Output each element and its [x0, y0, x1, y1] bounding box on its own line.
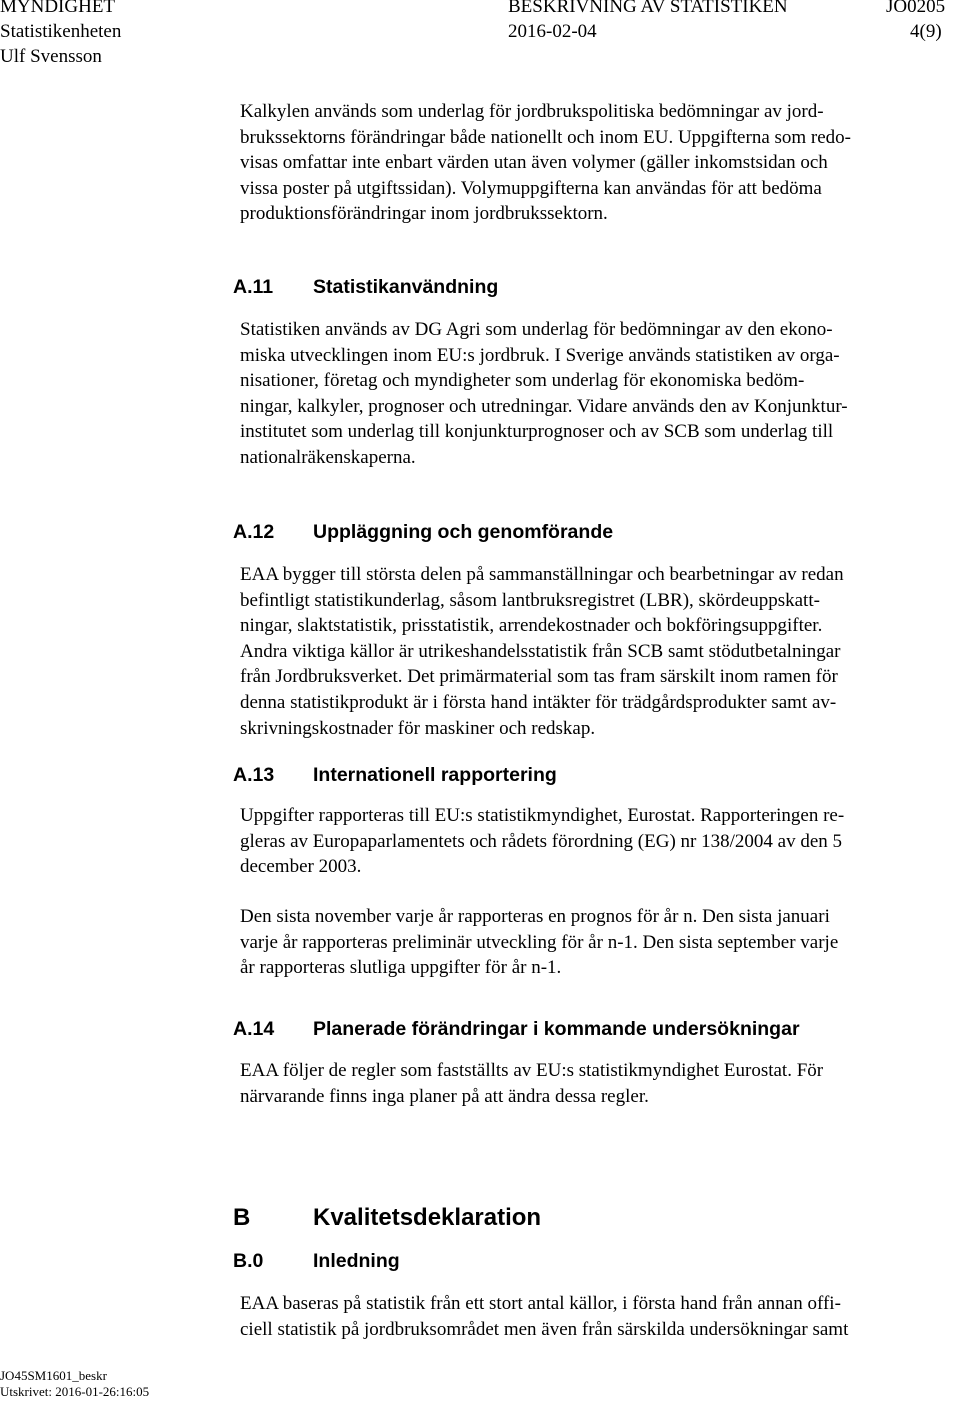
text-line: EAA bygger till största delen på sammanställningar och bearbetningar av redan [240, 564, 844, 585]
header-doc-type: BESKRIVNING AV STATISTIKEN [508, 0, 788, 17]
header-author: Ulf Svensson [0, 46, 102, 67]
text-line: ningar, kalkyler, prognoser och utredningar. Vidare används den av Konjunktur- [240, 395, 848, 417]
section-number-a12: A.12 [233, 521, 275, 543]
text-line: vissa poster på utgiftssidan). Volymuppgifterna kan användas för att bedöma [240, 177, 822, 199]
section-title-a12: Uppläggning och genomförande [313, 521, 614, 543]
a13-paragraph-1 [240, 803, 940, 880]
section-number-a14: A.14 [233, 1018, 275, 1040]
text-line: brukssektorns förändringar både nationellt och inom EU. Uppgifterna som redo- [240, 126, 852, 148]
a13-paragraph-2 [240, 904, 940, 981]
text-line: varje år rapporteras preliminär utveckling för år n-1. Den sista september varje [240, 931, 839, 953]
text-line: Den sista november varje år rapporteras en prognos för år n. Den sista januari [240, 906, 830, 927]
text-line: december 2003. [240, 856, 362, 878]
text-line: ningar, slaktstatistik, prisstatistik, arrendekostnader och bokföringsuppgifter. [240, 615, 823, 637]
text-line: denna statistikprodukt är i första hand intäkter för trädgårdsprodukter samt av- [240, 691, 837, 713]
text-line: EAA följer de regler som fastställts av EU:s statistikmyndighet Eurostat. För [240, 1060, 824, 1081]
text-line: skrivningskostnader för maskiner och redskap. [240, 717, 596, 739]
b0-paragraph [240, 1291, 940, 1342]
section-number-a13: A.13 [233, 764, 275, 786]
text-line: från Jordbruksverket. Det primärmaterial som tas fram särskilt inom ramen för [240, 666, 838, 688]
section-title-b: Kvalitetsdeklaration [313, 1204, 542, 1231]
header-page: 4(9) [910, 21, 942, 42]
section-number-b: B [233, 1204, 251, 1231]
text-line: närvarande finns inga planer på att ändra dessa regler. [240, 1085, 649, 1107]
header-doc-code: JO0205 [886, 0, 946, 17]
a14-paragraph [240, 1058, 940, 1109]
text-line: produktionsförändringar inom jordbrukssektorn. [240, 203, 608, 225]
section-title-a11: Statistikanvändning [313, 276, 499, 298]
text-line: Andra viktiga källor är utrikeshandelsstatistik från SCB samt stödutbetalningar [240, 640, 841, 662]
section-title-a13: Internationell rapportering [313, 764, 557, 786]
text-line: institutet som underlag till konjunkturprognoser och av SCB som underlag till [240, 421, 834, 443]
a12-paragraph [240, 562, 940, 741]
text-line: gleras av Europaparlamentets och rådets förordning (EG) nr 138/2004 av den 5 [240, 830, 842, 852]
text-line: miska utvecklingen inom EU:s jordbruk. I Sverige används statistiken av orga- [240, 344, 840, 366]
text-line: år rapporteras slutliga uppgifter för år n-1. [240, 957, 562, 979]
section-number-a11: A.11 [233, 276, 274, 298]
header-date: 2016-02-04 [508, 21, 597, 42]
a11-paragraph [240, 317, 940, 471]
footer-printed: Utskrivet: 2016-01-26:16:05 [0, 1384, 150, 1399]
section-title-b0: Inledning [313, 1250, 400, 1272]
text-line: ciell statistik på jordbruksområdet men även från särskilda undersökningar samt [240, 1318, 849, 1340]
header-authority: MYNDIGHET [0, 0, 116, 17]
text-line: befintligt statistikunderlag, såsom lantbruksregistret (LBR), skördeuppskatt- [240, 589, 820, 611]
section-title-a14: Planerade förändringar i kommande undersökningar [313, 1018, 800, 1040]
text-line: EAA baseras på statistik från ett stort antal källor, i första hand från annan offi- [240, 1293, 841, 1314]
footer-file: JO45SM1601_beskr [0, 1368, 107, 1383]
text-line: visas omfattar inte enbart värden utan även volymer (gäller inkomstsidan och [240, 152, 828, 174]
section-number-b0: B.0 [233, 1250, 264, 1272]
text-line: Uppgifter rapporteras till EU:s statistikmyndighet, Eurostat. Rapporteringen re- [240, 805, 845, 826]
text-line: nisationer, företag och myndigheter som underlag för ekonomiska bedöm- [240, 370, 805, 392]
text-line: Statistiken används av DG Agri som underlag för bedömningar av den ekono- [240, 319, 833, 340]
text-line: Kalkylen används som underlag för jordbrukspolitiska bedömningar av jord- [240, 101, 824, 122]
text-line: nationalräkenskaperna. [240, 446, 416, 468]
header-unit: Statistikenheten [0, 21, 122, 42]
intro-paragraph [240, 99, 940, 227]
